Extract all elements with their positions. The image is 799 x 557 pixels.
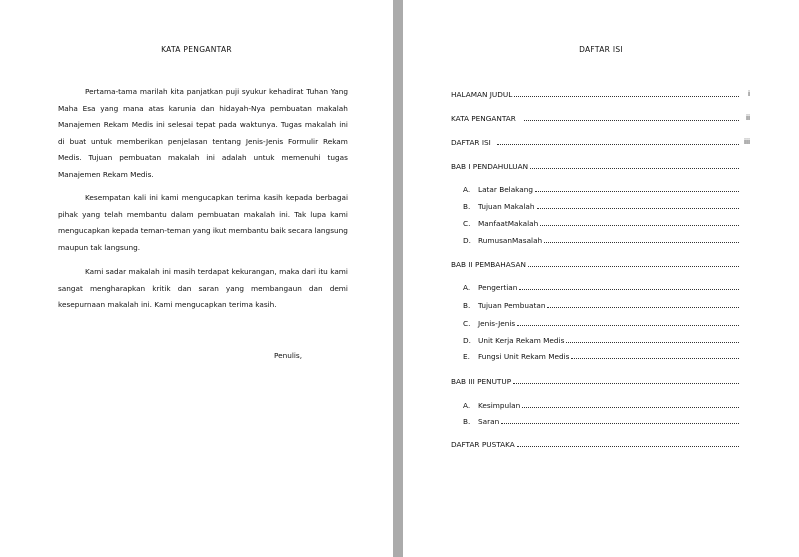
toc-leader <box>528 259 739 267</box>
toc-leader <box>571 351 739 359</box>
toc-subentry[interactable] <box>463 300 741 310</box>
toc-subentry[interactable] <box>463 351 741 361</box>
paragraph-1 <box>58 84 348 183</box>
toc-subentry[interactable] <box>463 201 741 211</box>
paragraph-3 <box>58 264 348 314</box>
toc-sub-number: B. <box>463 202 471 211</box>
toc-label: Kesimpulan <box>478 401 521 410</box>
toc-page-number: i <box>748 89 751 98</box>
text-line: Manajemen Rekam Medis ini selesai tepat pada waktunya. Tugas makalah ini <box>58 120 348 129</box>
text-line: di buat untuk memberikan penjelasan tentang Jenis-Jenis Formulir Rekam <box>58 136 348 146</box>
toc-sub-number: C. <box>463 319 471 328</box>
toc-subentry[interactable] <box>463 235 741 245</box>
toc-entry-halaman-judul[interactable] <box>451 89 741 99</box>
toc-label: HALAMAN JUDUL <box>451 90 513 99</box>
text-line: Kami sadar makalah ini masih terdapat kekurangan, maka dari itu kami <box>85 267 348 276</box>
text-line: Manajemen Rekam Medis. <box>58 169 154 179</box>
toc-sub-number: B. <box>463 417 471 426</box>
toc-label: Unit Kerja Rekam Medis <box>478 336 565 345</box>
toc-leader <box>540 218 739 226</box>
signature: Penulis, <box>274 351 303 360</box>
page-daftar-isi <box>403 0 799 557</box>
toc-entry-bab-1[interactable] <box>451 161 741 171</box>
toc-leader <box>513 376 739 384</box>
paragraph-2 <box>58 190 348 256</box>
toc-label: Tujuan Pembuatan <box>478 301 546 310</box>
toc-leader <box>566 335 739 343</box>
text-line: Maha Esa yang mana atas karunia dan hidayah-Nya pembuatan makalah <box>58 103 348 113</box>
toc-leader <box>544 235 739 243</box>
toc-leader <box>547 300 739 308</box>
toc-leader <box>497 137 739 145</box>
toc-label: KATA PENGANTAR <box>451 114 516 123</box>
toc-subentry[interactable] <box>463 335 741 345</box>
toc-entry-kata-pengantar[interactable] <box>451 113 741 123</box>
text-line: pihak yang telah membantu dalam pembuatan makalah ini. Tak lupa kami <box>58 209 348 219</box>
toc-leader <box>517 439 739 447</box>
toc-sub-number: A. <box>463 185 471 194</box>
text-line: mengucapkan kepada teman-teman yang ikut membantu baik secara langsung <box>58 226 348 235</box>
toc-sub-number: D. <box>463 336 471 345</box>
toc-sub-number: E. <box>463 352 470 361</box>
toc-sub-number: B. <box>463 301 471 310</box>
toc-label: Pengertian <box>478 283 518 292</box>
toc-leader <box>501 416 739 424</box>
text-line: Pertama-tama marilah kita panjatkan puji syukur kehadirat Tuhan Yang <box>85 87 348 96</box>
toc-label: Saran <box>478 417 500 426</box>
toc-label: RumusanMasalah <box>478 236 543 245</box>
toc-sub-number: D. <box>463 236 471 245</box>
page-title: DAFTAR ISI <box>579 45 623 54</box>
text-line: sangat mengharapkan kritik dan saran yang membangaun dan demi <box>58 283 348 293</box>
toc-page-number: ii <box>746 113 751 122</box>
toc-label: ManfaatMakalah <box>478 219 539 228</box>
toc-leader <box>530 161 739 169</box>
toc-subentry[interactable] <box>463 282 741 292</box>
toc-label: BAB I PENDAHULUAN <box>451 162 529 171</box>
toc-sub-number: C. <box>463 219 471 228</box>
toc-sub-number: A. <box>463 283 471 292</box>
toc-sub-number: A. <box>463 401 471 410</box>
toc-entry-daftar-pustaka[interactable] <box>451 439 741 449</box>
toc-label: Jenis-Jenis <box>478 319 516 328</box>
toc-leader <box>522 400 739 408</box>
toc-leader <box>517 318 739 326</box>
toc-leader <box>514 89 739 97</box>
toc-label: BAB II PEMBAHASAN <box>451 260 526 269</box>
toc-leader <box>519 282 739 290</box>
toc-entry-bab-2[interactable] <box>451 259 741 269</box>
toc-subentry[interactable] <box>463 218 741 228</box>
page-kata-pengantar <box>0 0 393 557</box>
toc-label: BAB III PENUTUP <box>451 377 512 386</box>
toc-subentry[interactable] <box>463 184 741 194</box>
toc-entry-daftar-isi[interactable] <box>451 137 741 147</box>
text-line: Kesempatan kali ini kami mengucapkan terima kasih kepada berbagai <box>85 193 348 202</box>
toc-subentry[interactable] <box>463 416 741 426</box>
toc-leader <box>524 113 739 121</box>
toc-entry-bab-3[interactable] <box>451 376 741 386</box>
toc-label: Latar Belakang <box>478 185 534 194</box>
text-line: kesepurnaan makalah ini. Kami mengucapkan terima kasih. <box>58 300 277 309</box>
text-line: Medis. Tujuan pembuatan makalah ini adalah untuk memenuhi tugas <box>58 153 348 162</box>
toc-page-number: iii <box>744 137 751 146</box>
toc-subentry[interactable] <box>463 400 741 410</box>
toc-subentry[interactable] <box>463 318 741 328</box>
toc-label: Tujuan Makalah <box>478 202 535 211</box>
toc-leader <box>535 184 739 192</box>
page-title: KATA PENGANTAR <box>161 45 232 54</box>
text-line: maupun tak langsung. <box>58 242 141 252</box>
toc-label: DAFTAR PUSTAKA <box>451 440 515 449</box>
toc-leader <box>537 201 739 209</box>
toc-label: DAFTAR ISI <box>451 138 491 147</box>
toc-label: Fungsi Unit Rekam Medis <box>478 352 570 361</box>
